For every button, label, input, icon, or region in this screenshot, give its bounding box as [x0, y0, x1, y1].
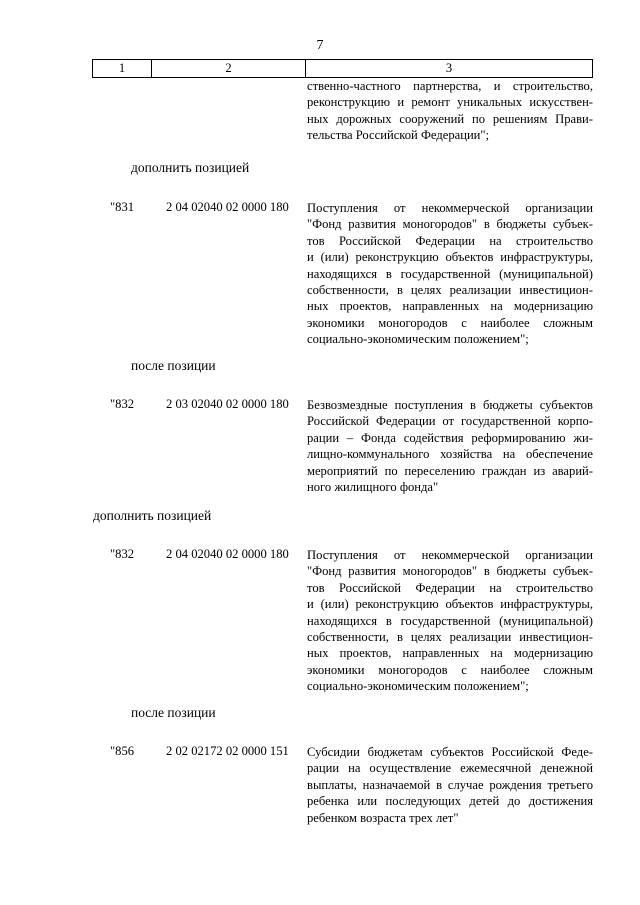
column-header-3: 3 — [306, 60, 593, 78]
instruction-after-position: после позиции — [131, 705, 216, 720]
text-line: ребенка или последующих детей до достижения — [307, 794, 593, 809]
instruction-add-position: дополнить позицией — [131, 160, 250, 175]
text-line: Поступления от некоммерческой организации — [307, 548, 593, 562]
entry-description — [307, 397, 593, 495]
text-line: Субсидии бюджетам субъектов Российской Феде- — [307, 745, 593, 759]
text-line: находящихся в государственной (муниципальной) — [307, 613, 593, 628]
entry-admin-code: "831 — [110, 200, 135, 214]
text-line: собственности, в целях реализации инвестицион- — [307, 283, 593, 298]
text-line: социально-экономическим положением"; — [307, 332, 529, 347]
instruction-after-position: после позиции — [131, 358, 216, 373]
text-line: "Фонд развития моногородов" в бюджеты субъек- — [307, 564, 593, 579]
text-line: реконструкцию и ремонт уникальных искусствен- — [307, 95, 593, 110]
text-line: экономики моногородов с наиболее сложным — [307, 315, 593, 330]
entry-admin-code: "856 — [110, 744, 135, 758]
text-line: лищно-коммунального хозяйства на обеспечение — [307, 447, 593, 462]
entry-description — [307, 200, 593, 348]
entry-kbk-code: 2 04 02040 02 0000 180 — [166, 547, 289, 561]
text-line: мероприятий по переселению граждан из аварий- — [307, 463, 593, 478]
text-line: ных проектов, направленных на модернизацию — [307, 299, 593, 314]
text-line: ных проектов, направленных на модернизацию — [307, 646, 593, 661]
text-line: социально-экономическим положением"; — [307, 679, 529, 694]
text-line: Российской Федерации от государственной корпо- — [307, 414, 593, 429]
text-line: собственности, в целях реализации инвестицион- — [307, 630, 593, 645]
page-number: 7 — [316, 38, 324, 53]
entry-admin-code: "832 — [110, 547, 135, 561]
entry-kbk-code: 2 03 02040 02 0000 180 — [166, 397, 289, 411]
text-line: тов Российской Федерации на строительство — [307, 233, 593, 248]
text-line: ребенком возраста трех лет" — [307, 810, 459, 825]
instruction-add-position: дополнить позицией — [93, 508, 212, 523]
entry-description — [307, 547, 593, 695]
text-line: Поступления от некоммерческой организации — [307, 201, 593, 215]
text-line: ного жилищного фонда" — [307, 480, 439, 495]
text-line: тов Российской Федерации на строительство — [307, 580, 593, 595]
text-line: рации – Фонда содействия реформированию жи- — [307, 430, 593, 445]
column-header-2: 2 — [152, 60, 306, 78]
entry-description — [307, 744, 593, 826]
text-line: рации на осуществление ежемесячной денежной — [307, 761, 593, 776]
column-header-table — [92, 59, 593, 78]
entry-kbk-code: 2 04 02040 02 0000 180 — [166, 200, 289, 214]
text-line: находящихся в государственной (муниципальной) — [307, 266, 593, 281]
entry-kbk-code: 2 02 02172 02 0000 151 — [166, 744, 289, 758]
text-line: Безвозмездные поступления в бюджеты субъектов — [307, 398, 593, 412]
text-line: и (или) реконструкцию объектов инфраструктуры, — [307, 250, 593, 265]
text-line: ных дорожных сооружений по решениям Прави- — [307, 111, 593, 126]
column-header-1: 1 — [93, 60, 152, 78]
text-line: выплаты, назначаемой в случае рождения третьего — [307, 777, 593, 792]
text-line: ственно-частного партнерства, и строительство, — [307, 79, 593, 93]
text-line: тельства Российской Федерации"; — [307, 128, 490, 143]
text-line: экономики моногородов с наиболее сложным — [307, 662, 593, 677]
continuation-text — [307, 78, 593, 144]
entry-admin-code: "832 — [110, 397, 135, 411]
text-line: "Фонд развития моногородов" в бюджеты субъек- — [307, 217, 593, 232]
text-line: и (или) реконструкцию объектов инфраструктуры, — [307, 597, 593, 612]
